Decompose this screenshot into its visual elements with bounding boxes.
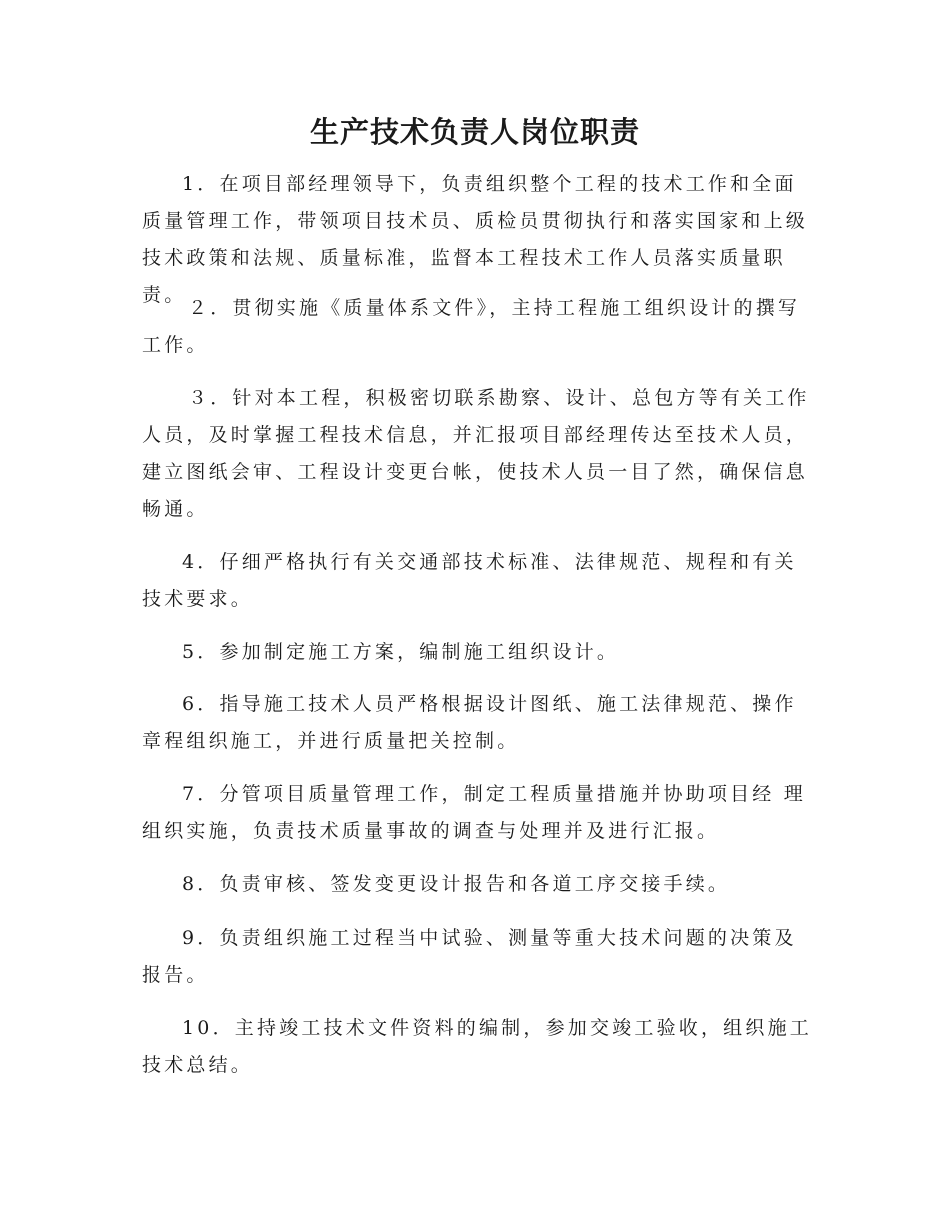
duty-paragraph-10: 10．主持竣工技术文件资料的编制，参加交竣工验收，组织施工技术总结。	[142, 1017, 812, 1076]
document-title: 生产技术负责人岗位职责	[309, 115, 640, 149]
duty-paragraph-3: ３．针对本工程，积极密切联系勘察、设计、总包方等有关工作人员，及时掌握工程技术信息，并汇报项目部经理传达至技术人员，建立图纸会审、工程设计变更台帐，使技术人员一目了然，确保信息畅通。	[142, 387, 810, 520]
duty-paragraph-9: 9．负责组织施工过程当中试验、测量等重大技术问题的决策及报告。	[142, 927, 797, 986]
duty-paragraph-1: 1．在项目部经理领导下，负责组织整个工程的技术工作和全面质量管理工作，带领项目技术员、质检员贯彻执行和落实国家和上级技术政策和法规、质量标准，监督本工程技术工作人员落实质量职责。	[142, 173, 809, 306]
duty-paragraph-6: 6．指导施工技术人员严格根据设计图纸、施工法律规范、操作章程组织施工，并进行质量把关控制。	[142, 693, 797, 752]
duty-paragraph-4: 4．仔细严格执行有关交通部技术标准、法律规范、规程和有关技术要求。	[142, 551, 797, 610]
duty-paragraph-8: 8．负责审核、签发变更设计报告和各道工序交接手续。	[182, 873, 731, 895]
duty-paragraph-7: 7．分管项目质量管理工作，制定工程质量措施并协助项目经 理组织实施，负责技术质量事故的调查与处理并及进行汇报。	[142, 783, 806, 842]
duty-paragraph-5: 5．参加制定施工方案，编制施工组织设计。	[182, 641, 620, 663]
duty-paragraph-2: ２．贯彻实施《质量体系文件》，主持工程施工组织设计的撰写工作。	[142, 297, 801, 356]
